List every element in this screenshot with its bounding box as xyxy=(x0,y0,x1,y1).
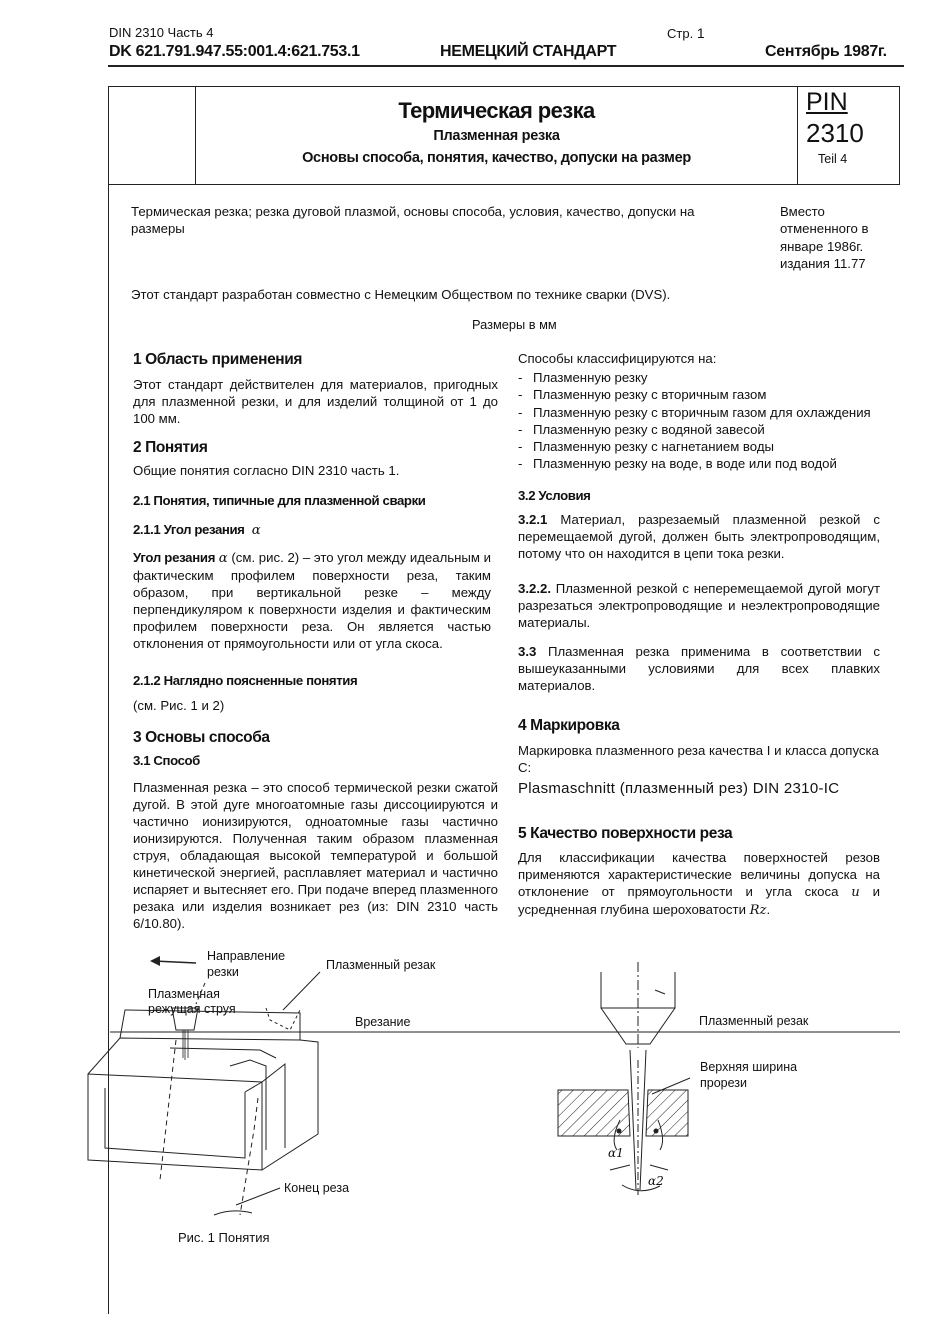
section-3-1-title: 3.1 Способ xyxy=(133,753,200,768)
cutting-angle-definition: (см. рис. 2) – это угол между идеальным и фактическим профилем поверхности реза, таким образом, при вертикальной резке – между перпендикуляром к поверхности изделия и фактическим профилем поверхности реза. Он является частью отклонения от прямоугольности или от угла скоса. xyxy=(133,550,492,651)
fig1-jet-line: режущая струя xyxy=(148,1002,236,1016)
section-4-title: 4 Маркировка xyxy=(518,717,620,734)
page-label: Стр. xyxy=(667,26,694,41)
list-item: - Плазменную резку с вторичным газом для охлаждения xyxy=(518,404,888,421)
section-2-title: 2 Понятия xyxy=(133,439,208,456)
section-2-1-1-label: 2.1.1 Угол резания xyxy=(133,522,245,537)
page-num: 1 xyxy=(696,25,705,41)
list-item: - Плазменную резку на воде, в воде или под водой xyxy=(518,455,888,472)
section-4-text: Маркировка плазменного реза качества I и класса допуска С: xyxy=(518,743,879,775)
section-5-end: . xyxy=(766,902,771,917)
classes-intro: Способы классифицируются на: xyxy=(518,351,717,366)
figure-2-drawing xyxy=(558,962,690,1195)
cut-in-dash xyxy=(160,1040,176,1180)
section-3-2-1-body: Материал, разрезаемый плазменной резкой с перемещаемой дугой, должен быть электропроводящим, потому что он находится в цепи тока резки. xyxy=(518,512,880,561)
workpiece-inner-face xyxy=(105,1088,245,1158)
dk-code: DK 621.791.947.55:001.4:621.753.1 xyxy=(109,43,360,60)
fig1-cut-end-label: Конец реза xyxy=(284,1181,350,1195)
section-2-1-2-title: 2.1.2 Наглядно поясненные понятия xyxy=(133,673,358,688)
dash-hint xyxy=(266,1008,300,1030)
workpiece-kerf-wall xyxy=(262,1064,285,1148)
fig1-jet-line: Плазменная xyxy=(148,987,220,1001)
fig2-torch-label: Плазменный резак xyxy=(699,1014,809,1028)
plasma-jet xyxy=(183,1030,188,1060)
section-3-3-body: Плазменная резка применима в соответствии с вышеуказанными условиями для всех плавких материалов. xyxy=(518,644,880,693)
section-2-1-2-text: (см. Рис. 1 и 2) xyxy=(133,698,225,713)
din-number: 2310 xyxy=(806,118,864,148)
section-3-2-2-num: 3.2.2. xyxy=(518,581,551,596)
fig2-top-width-line: Верхняя ширина xyxy=(700,1060,798,1074)
section-3-3-num: 3.3 xyxy=(518,644,537,659)
list-item: - Плазменную резку xyxy=(518,369,888,386)
figure-1-caption: Рис. 1 Понятия xyxy=(178,1230,270,1245)
fig1-jet-label xyxy=(148,987,236,1017)
rz-symbol: Rz xyxy=(749,903,767,918)
kerf-left xyxy=(630,1050,636,1190)
document-subtitle-2: Основы способа, понятия, качество, допуски на размер xyxy=(302,150,691,166)
fig2-alpha1: α1 xyxy=(608,1146,624,1160)
document-subtitle: Плазменная резка xyxy=(433,128,560,144)
cutting-angle-term: Угол резания xyxy=(133,550,216,565)
fig1-direction-line: резки xyxy=(207,964,239,979)
list-item: - Плазменную резку с водяной завесой xyxy=(518,421,888,438)
dvs-note: Этот стандарт разработан совместно с Немецким Обществом по технике сварки (DVS). xyxy=(131,287,671,302)
alpha-symbol: α xyxy=(251,523,261,538)
u-symbol: u xyxy=(851,885,860,900)
section-3-1-text: Плазменная резка – это способ термической резки сжатой дугой. В этой дуге многоатомные газы диссоциируются и частично ионизируются, одноатомные газы частично ионизируются. Полученная таким образом плазменная струя, обладающая высокой температурой и большой кинетической энергией, расплавляет материал и частично испаряет и вытесняет его. При подаче вперед плазменного резака или изделия возникает рез (из: DIN 2310 часть 6/10.80). xyxy=(133,780,498,931)
alpha-symbol: α xyxy=(218,551,228,566)
kerf-line xyxy=(170,1048,276,1058)
teil-label: Teil 4 xyxy=(818,152,848,166)
section-3-2-1-num: 3.2.1 xyxy=(518,512,548,527)
standard-label: НЕМЕЦКИЙ СТАНДАРТ xyxy=(440,43,617,60)
kerf-slot xyxy=(230,1060,266,1150)
direction-arrow-line xyxy=(154,961,196,963)
section-3-title: 3 Основы способа xyxy=(133,729,270,746)
list-item: - Плазменную резку с нагнетанием воды xyxy=(518,438,888,455)
list-item: - Плазменную резку с вторичным газом xyxy=(518,386,888,403)
section-1-text: Этот стандарт действителен для материалов, пригодных для плазменной резки, и для изделий толщиной от 1 до 100 мм. xyxy=(133,377,498,426)
marking-example: Plasmaschnitt (плазменный рез) DIN 2310-IC xyxy=(518,780,840,797)
fig2-alpha2: α2 xyxy=(648,1174,664,1188)
plate-right xyxy=(646,1090,688,1136)
fig2-top-width-line: прорези xyxy=(700,1076,748,1090)
fig2-top-width-label xyxy=(700,1059,797,1091)
doc-part-label: DIN 2310 Часть 4 xyxy=(109,25,214,40)
fig1-direction-label xyxy=(207,949,285,980)
section-1-title: 1 Область применения xyxy=(133,351,303,368)
section-2-text: Общие понятия согласно DIN 2310 часть 1. xyxy=(133,463,400,478)
section-5-body-2: и усредненная глубина шероховатости xyxy=(518,884,880,917)
section-3-2-2-body: Плазменной резкой с неперемещаемой дугой могут разрезаться электропроводящие и неэлектропроводящие материалы. xyxy=(518,581,880,630)
fig1-kerf-label: Плазменный резак xyxy=(326,958,436,972)
intro-description: Термическая резка; резка дуговой плазмой, основы способа, условия, качество, допуски на размеры xyxy=(131,204,695,236)
fig1-cut-in-label: Врезание xyxy=(355,1015,411,1029)
cut-end-arc xyxy=(214,1211,252,1215)
replaces-line: издания 11.77 xyxy=(780,255,866,271)
section-2-1-title: 2.1 Понятия, типичные для плазменной сварки xyxy=(133,493,426,508)
workpiece-front-face xyxy=(88,1074,262,1170)
section-5-title: 5 Качество поверхности реза xyxy=(518,825,733,842)
din-logo-word: PIN xyxy=(806,88,848,116)
leader-torch xyxy=(283,972,320,1010)
document-title: Термическая резка xyxy=(398,98,595,123)
section-5-body: Для классификации качества поверхностей резов применяются характеристические величины допуска на отклонение от прямоугольности и угла скоса xyxy=(518,850,880,899)
replaces-line: отмененного в xyxy=(780,221,869,237)
kerf-right xyxy=(640,1050,646,1190)
fig1-direction-line: Направление xyxy=(207,949,286,963)
units-note: Размеры в мм xyxy=(472,317,557,332)
direction-arrow-head xyxy=(150,956,160,966)
workpiece-top-edge xyxy=(88,1038,318,1170)
section-3-2-title: 3.2 Условия xyxy=(518,488,591,503)
replaces-line: Вместо xyxy=(780,204,825,219)
replaces-line: январе 1986г. xyxy=(780,238,864,254)
doc-date: Сентябрь 1987г. xyxy=(765,43,887,60)
